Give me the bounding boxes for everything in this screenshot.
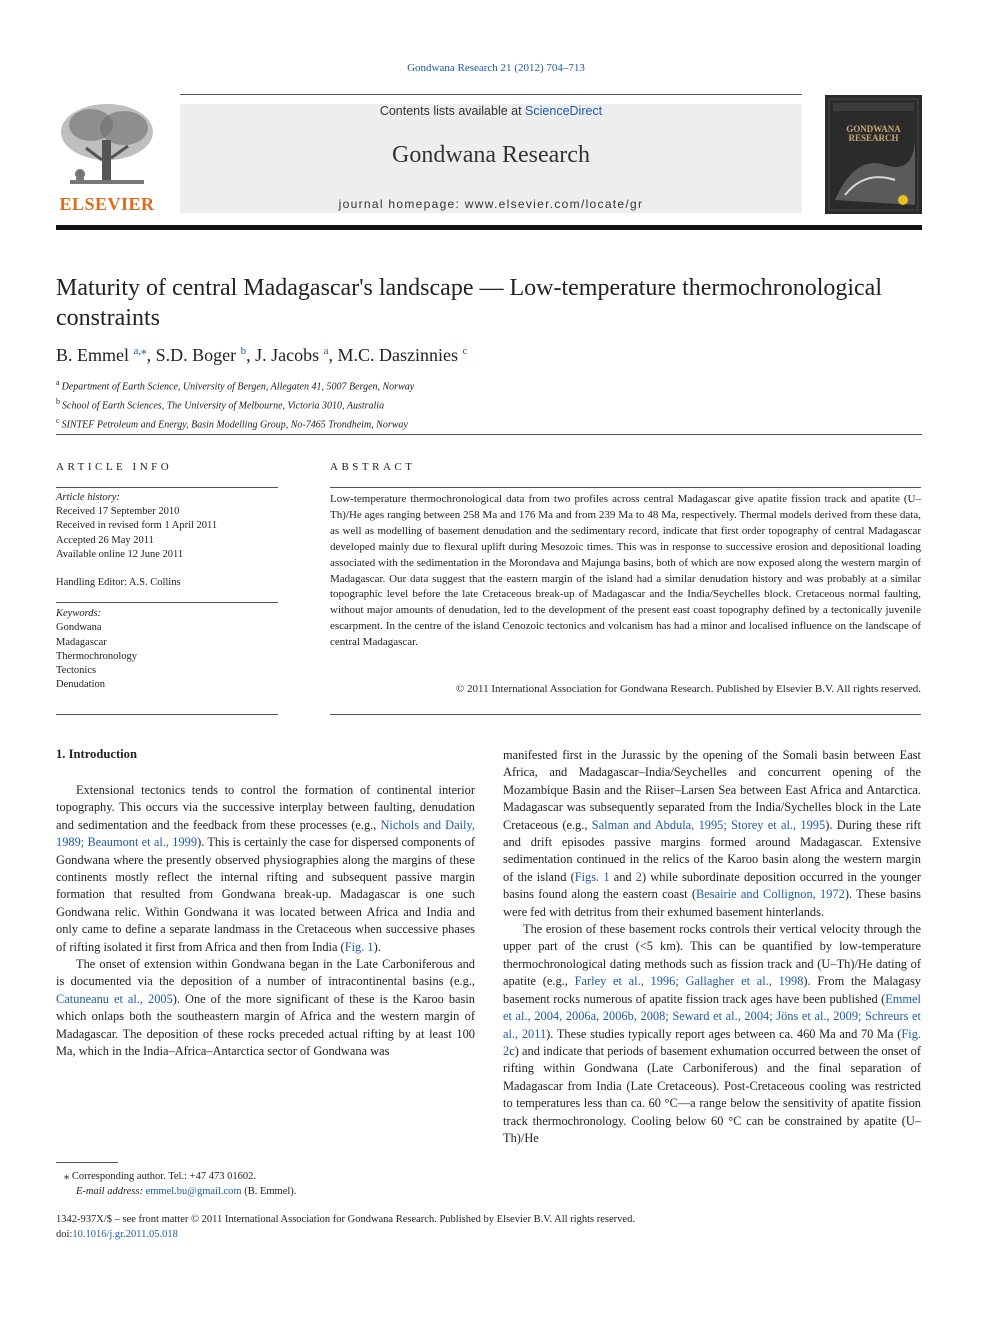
paragraph [56,782,475,956]
citation-link[interactable]: Figs. 1 [574,869,610,884]
paragraph-text: ). From the Malagasy basement rocks numerous of apatite fission track ages have been published ( [503,974,921,1006]
footnote-rule [56,1162,118,1163]
keyword-item: Denudation [56,679,105,691]
article-info-heading: ARTICLE INFO [56,461,173,473]
doi-prefix: doi: [56,1228,73,1240]
keywords-rule [56,602,278,603]
front-matter [56,1213,922,1242]
contents-line [180,104,802,118]
journal-name: Gondwana Research [392,142,590,168]
keyword-item: Thermochronology [56,650,138,662]
paragraph-text: ). This is certainly the case for dispersed components of Gondwana where the presently observed physiographies along the margins of these continents mostly reflect the internal rifting and subsequent passive margin formation that resulted from Gondwana break-up. Madagascar is one such Gondwana relic. Within Gondwana it was located between Africa and India and only came to define a separate landmass in the Cretaceous when successive phases of rifting isolated it first from Africa and then from India ( [56,835,475,954]
paragraph-text: Extensional tectonics tends to control the formation of continental interior topography. This occurs via the successive interplay between faulting, denudation and sedimentation and the feedback from these processes (e.g., [56,783,475,832]
doi-line [56,1228,922,1243]
handling-editor: Handling Editor: A.S. Collins [56,577,181,588]
abstract-heading: ABSTRACT [330,461,416,473]
article-info-bottom-rule [56,714,278,715]
author-name: M.C. Daszinnies [337,345,463,365]
header-rule [180,94,802,95]
author-list: B. Emmel $^{a,⁎}$, S.D. Boger $^b$, J. Jacobs $^a$, M.C. Daszinnies $^c$ [56,345,468,365]
abstract-rule [330,487,921,488]
history-revised: Received in revised form 1 April 2011 [56,520,218,532]
email-label: E-mail address: [76,1185,143,1197]
paragraph-text: ). One of the more significant of these is the Karoo basin which onlaps both the southeastern margin of Africa and the western margin of Madagascar. The deposition of these rocks preceded actual rifting by at least 100 Ma, which in the India–Africa–Antarctica sector of Gondwana was [56,991,475,1059]
article-info-rule [56,487,278,488]
abstract-bottom-rule [330,714,921,715]
section-heading-introduction: 1. Introduction [56,747,137,761]
citation-link[interactable]: Fig. 1 [344,939,374,954]
article-title: Maturity of central Madagascar's landscape — Low-temperature thermochronological constraints [56,275,882,331]
cover-title: GONDWANA RESEARCH [846,124,901,143]
author-name: B. Emmel [56,345,134,365]
paragraph-text: ). These studies typically report ages between ca. 460 Ma and 70 Ma ( [546,1026,902,1041]
citation-link[interactable]: Fig. 2 [503,1026,921,1058]
header-thick-rule [56,225,922,230]
paragraph-text: ). [373,939,381,954]
email-line [56,1185,475,1200]
body-column-left [56,782,475,1061]
issn-line: 1342-937X/$ – see front matter © 2011 International Association for Gondwana Research. Published by Elsevier B.V. All rights reserved. [56,1214,635,1225]
affiliation-item: $^b$ School of Earth Sciences, The University of Melbourne, Victoria 3010, Australia [56,396,385,412]
author-affiliation-marker[interactable]: c [462,345,468,357]
paragraph [56,956,475,1060]
keyword-item: Madagascar [56,636,107,648]
footnote [56,1170,475,1199]
paragraph-text: and [609,869,636,884]
paragraph-text: ). These basins were fed with detritus from their exhumed basement hinterlands. [503,887,921,919]
citation-link[interactable]: Besairie and Collignon, 1972 [696,887,845,902]
section-rule [56,434,922,435]
citation-link[interactable]: Emmel et al., 2004, 2006a, 2006b, 2008; Seward et al., 2004; Jöns et al., 2009; Schreurs et al., 2011 [503,991,921,1041]
body-column-right [503,747,921,1147]
sciencedirect-link[interactable]: ScienceDirect [525,104,603,118]
journal-citation[interactable]: Gondwana Research 21 (2012) 704–713 [407,62,585,74]
contents-prefix: Contents lists available at [379,104,526,118]
paragraph-text: ). During these rift and drift episodes passive margins formed around Madagascar. Extensive sedimentation continued in the relics of the Karoo basin along the western margin of the island ( [503,817,921,884]
cover-artwork-icon [825,95,922,214]
paragraph [503,921,921,1147]
affiliation-item: $^c$ SINTEF Petroleum and Energy, Basin Modelling Group, No-7465 Trondheim, Norway [56,415,408,430]
affiliation-item: $^a$ Department of Earth Science, University of Bergen, Allegaten 41, 5007 Bergen, Norway [56,378,415,393]
keywords-label: Keywords: [56,608,102,619]
affiliations [56,376,922,432]
paragraph [503,747,921,921]
corresponding-author: ⁎ Corresponding author. Tel.: +47 473 01602. [64,1171,256,1182]
keyword-item: Gondwana [56,622,102,634]
history-online: Available online 12 June 2011 [56,548,184,560]
paragraph-text: manifested first in the Jurassic by the opening of the Somali basin between East Africa, and Madagascar–India/Seychelles and concurrent opening of the Mozambique Basin and the Riiser–Larsen Sea between East Africa and Antarctica. Madagascar was subsequently separated from the India/Sychelles block in the Late Cretaceous (e.g., [503,748,921,832]
paragraph-text: The onset of extension within Gondwana began in the Late Carboniferous and is documented via the deposition of a number of intracontinental basins (e.g., [56,957,475,989]
email-suffix: (B. Emmel). [241,1185,297,1197]
citation-link[interactable]: Nichols and Daily, 1989; Beaumont et al., 1999 [56,817,475,850]
journal-cover[interactable] [825,95,922,214]
doi-link[interactable]: 10.1016/j.gr.2011.05.018 [72,1228,178,1240]
citation-link[interactable]: Farley et al., 1996; Gallagher et al., 1998 [574,974,804,989]
email-link[interactable]: emmel.bu@gmail.com [145,1185,242,1197]
elsevier-wordmark: ELSEVIER [59,194,155,214]
paragraph-text: c) and indicate that periods of basement exhumation occurred between the onset of rifting within Gondwana (Late Carboniferous) and the final separation of Madagascar from India (Late Cretaceous). Post-Cretaceous cooling was restricted to temperatures less than ca. 60 °C—a range below the sensitivity of apatite fission track thermochronology. Cooling below 60 °C can be constrained by apatite (U–Th)/He [503,1043,921,1145]
keywords [56,607,278,693]
author-affiliation-marker[interactable]: a,⁎ [133,345,147,357]
paragraph-text: The erosion of these basement rocks controls their vertical velocity through the upper part of the crust (<5 km). This can be quantified by low-temperature thermochronological dating methods such as fission track and (U–Th)/He dating of apatite (e.g., [503,922,921,989]
author-name: J. Jacobs [255,345,324,365]
journal-homepage[interactable]: journal homepage: www.elsevier.com/locate/gr [338,197,644,211]
author-affiliation-marker[interactable]: b [240,345,247,357]
tree-icon [56,100,158,195]
paragraph-text: ) while subordinate deposition occurred in the younger basins found along the eastern coast ( [503,869,921,902]
article-history [56,491,278,562]
keyword-item: Tectonics [56,665,97,677]
history-accepted: Accepted 26 May 2011 [56,534,154,546]
abstract-text: Low-temperature thermochronological data from two profiles across central Madagascar give apatite fission track and apatite (U–Th)/He ages ranging between 258 Ma and 176 Ma and from 239 Ma to 48 Ma, respectively. Thermal models derived from these data, as well as modelling of basement denudation and the sedimentary record, indicate that first order topography of central Madagascar developed mainly due to flexural uplift during Mesozoic times. This was in response to successive erosion and depositional loading associated with the sedimentation in the Morondava and Majunga basins, both of which are now exposed along the western margin of Madagascar. Our data suggest that the eastern margin of the island had a similar denudation history and was probably at a similar topographic level before the late Cretaceous break-up of Madagascar and the India/Seychelles block. Cretaceous normal faulting, without major amounts of denudation, led to the development of the present east coast topography defined by a tectonically juvenile escarpment. In the centre of the island Cenozoic tectonics and volcanism has had a minor and localised influence on the landscape of central Madagascar. [330,493,921,649]
citation-link[interactable]: 2 [635,869,642,884]
abstract-copyright: © 2011 International Association for Gondwana Research. Published by Elsevier B.V. All rights reserved. [455,683,921,695]
history-label: Article history: [56,492,120,503]
citation-link[interactable]: Salman and Abdula, 1995; Storey et al., 1995 [591,817,826,832]
author-name: S.D. Boger [155,345,241,365]
history-received: Received 17 September 2010 [56,506,180,518]
citation-link[interactable]: Catuneanu et al., 2005 [56,991,173,1006]
author-affiliation-marker[interactable]: a [323,345,329,357]
